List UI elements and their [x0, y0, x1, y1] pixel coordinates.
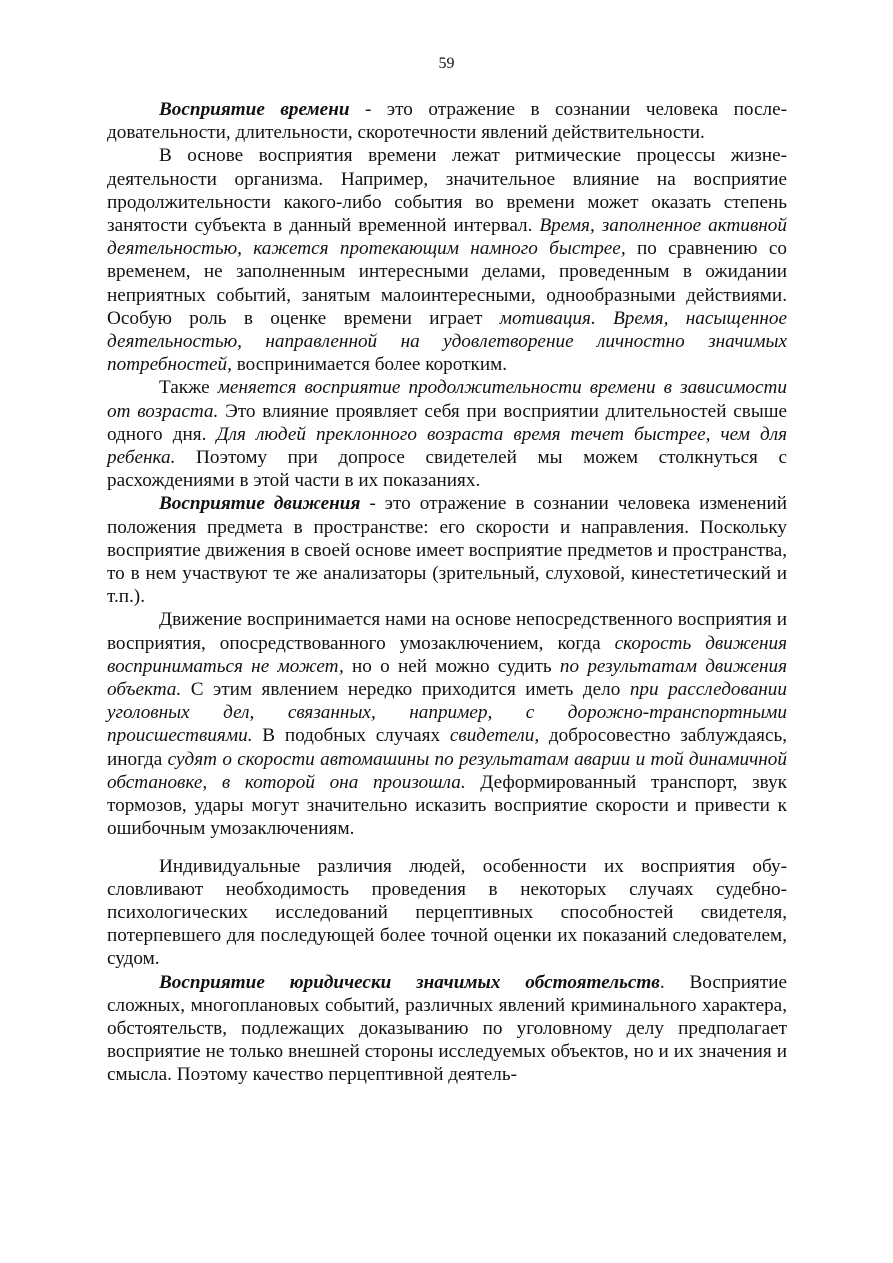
text-run: но о ней можно судить — [343, 655, 560, 677]
text-run: Поэтому при допросе свидетелей мы можем столкнуться с расхождениями в этой части в их показаниях. — [107, 447, 787, 492]
paragraph — [107, 492, 787, 608]
paragraph — [107, 608, 787, 840]
emphasis-text: судят о скорости автомашины по результатам аварии и той динамичной обстановке, в которой она произошла. — [107, 748, 787, 793]
text-run: . Восприятие сложных, многоплановых событий, различных явлений криминального характера, обстоятельств, подлежащих доказыванию по уголовному делу предполагает восприятие не только внешней стороны исследуемых объектов, но и их значения и смысла. Поэтому качество перцептивной деятель- — [107, 971, 787, 1086]
emphasis-text: мотивация. Время, насыщенное деятельностью, направленной на удовлетворение личностно значимых потребностей, — [107, 307, 787, 376]
paragraph — [107, 971, 787, 1087]
text-run: Это влияние проявляет себя при восприятии длительностей свыше одного дня. — [107, 400, 788, 445]
text-run: - это отражение в сознании человека последовательности, длительности, скоротечности явлений действительности. — [107, 99, 787, 144]
emphasis-text: свидетели, — [449, 725, 540, 747]
emphasis-text: по результатам движения объекта. — [107, 655, 788, 701]
page-number: 59 — [438, 55, 455, 72]
text-run: добросовестно заблуждаясь, иногда — [107, 725, 788, 770]
text-run: воспринимается более коротким. — [231, 354, 508, 376]
text-run: Деформированный транспорт, звук тормозов, удары могут значительно исказить восприятие скорости и привести к ошибочным умозаключениям. — [107, 771, 787, 840]
emphasis-text: Время, заполненное активной деятельностью, кажется протекающим намного быстрее, — [107, 215, 787, 260]
body-text — [107, 98, 787, 1087]
paragraph — [107, 144, 787, 376]
text-run: С этим явлением нередко приходится иметь дело — [181, 679, 630, 701]
emphasis-text: Для людей преклонного возраста время течет быстрее, чем для ребенка. — [107, 423, 787, 469]
emphasis-text: меняется восприятие продолжительности времени в зависимости от возраста. — [107, 377, 787, 422]
text-run: Движение воспринимается нами на основе непосредственного восприятия и восприятия, опосредствованного умозаключением, когда — [107, 609, 787, 654]
paragraph — [107, 98, 787, 144]
text-run: В основе восприятия времени лежат ритмические процессы жизнедеятельности организма. Например, значительное влияние на восприятие продолжительности какого-либо события во времени может оказать степень занятости субъекта в данный временной интервал. — [107, 145, 787, 237]
emphasis-text: при расследовании уголовных дел, связанных, например, с дорожно-транспортными происшествиями. — [107, 679, 787, 747]
text-run: по сравнению со временем, не заполненным интересными делами, проведенным в ожидании неприятных событий, занятым малоинтересными, однообразными действиями. Особую роль в оценке времени играет — [107, 238, 787, 329]
text-run: Также — [159, 377, 218, 399]
text-run: - это отражение в сознании человека изменений положения предмета в пространстве: его скорости и направления. Поскольку восприятие движения в своей основе имеет восприятие предметов и пространства, то в нем участвуют те же анализаторы (зрительный, слуховой, кинестетический и т.п.). — [107, 493, 788, 608]
term-heading: Восприятие юридически значимых обстоятельств — [159, 971, 660, 993]
paragraph — [107, 855, 787, 971]
text-run: Индивидуальные различия людей, особенности их восприятия обусловливают необходимость проведения в некоторых случаях судебно-психологических исследований перцептивных способностей свидетеля, потерпевшего для последующей более точной оценки их показаний следователем, судом. — [107, 855, 787, 970]
emphasis-text: скорость движения восприниматься не может, — [107, 632, 787, 677]
text-run: В подобных случаях — [252, 725, 450, 747]
term-heading: Восприятие движения — [159, 493, 361, 515]
paragraph — [107, 376, 787, 492]
term-heading: Восприятие времени — [159, 99, 350, 120]
